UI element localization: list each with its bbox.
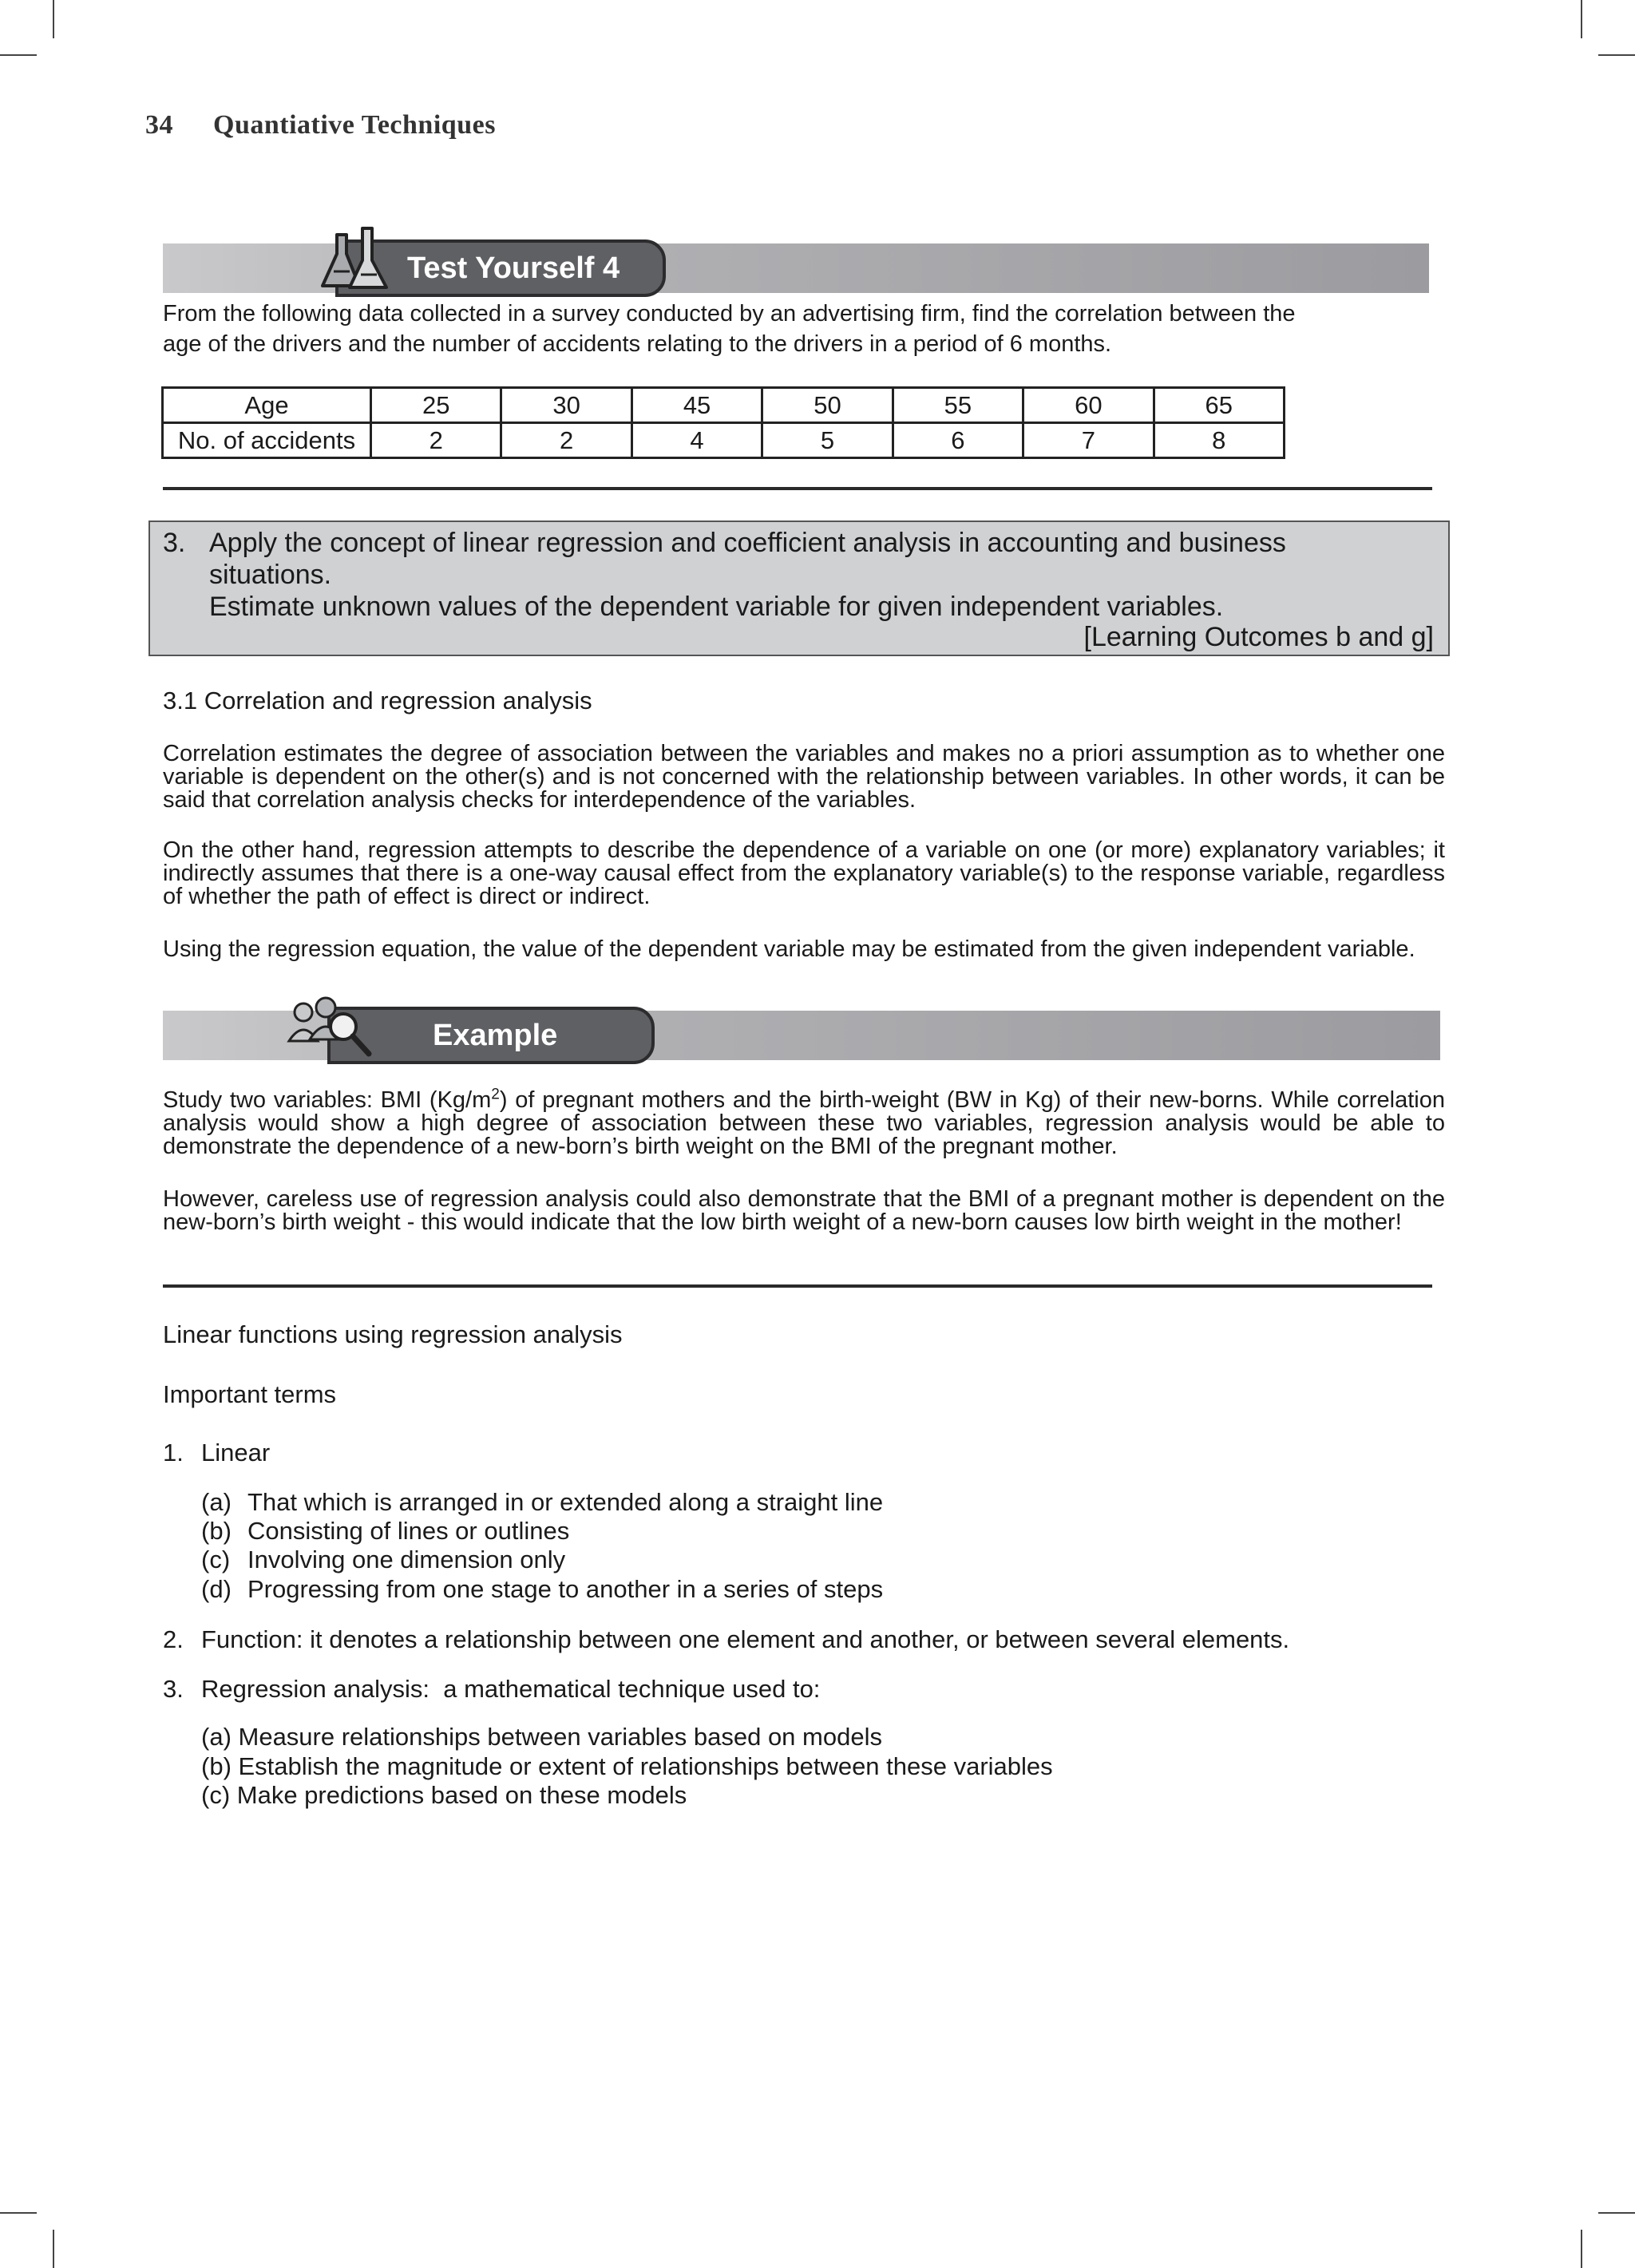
crop-mark <box>0 2212 37 2214</box>
table-cell: 5 <box>762 423 893 458</box>
outcome-line: Estimate unknown values of the dependent variable for given independent variables. <box>209 592 1224 622</box>
book-title: Quantiative Techniques <box>213 110 496 140</box>
crop-mark <box>53 0 54 38</box>
term-number: 3. <box>163 1675 184 1703</box>
table-cell: 60 <box>1023 388 1154 423</box>
term-text: Regression analysis: a mathematical technique used to: <box>201 1675 821 1703</box>
list-item: Consisting of lines or outlines <box>247 1517 570 1545</box>
list-item-tag: (b) <box>201 1517 232 1545</box>
flask-icon <box>313 222 393 294</box>
section-divider <box>163 487 1432 490</box>
example-tab <box>327 1007 655 1064</box>
list-item-tag: (c) <box>201 1546 231 1573</box>
crop-mark <box>1598 54 1635 56</box>
term-text: Function: it denotes a relationship between one element and another, or between several elements. <box>201 1625 1290 1653</box>
test-yourself-intro <box>163 299 1432 359</box>
linear-heading: Linear functions using regression analysis <box>163 1320 623 1348</box>
crop-mark <box>1598 2212 1635 2214</box>
table-cell: 2 <box>371 423 501 458</box>
crop-mark <box>0 54 37 56</box>
accidents-table <box>161 386 1285 459</box>
intro-line: age of the drivers and the number of accidents relating to the drivers in a period of 6 months. <box>163 331 1112 357</box>
page-number: 34 <box>145 110 173 140</box>
list-item-tag: (d) <box>201 1575 232 1603</box>
crop-mark <box>53 2230 54 2268</box>
outcome-reference: [Learning Outcomes b and g] <box>1083 622 1434 652</box>
learning-outcome-box <box>148 520 1450 656</box>
table-row <box>163 423 1285 458</box>
table-cell: 25 <box>371 388 501 423</box>
outcome-number: 3. <box>163 528 186 558</box>
section-divider <box>163 1284 1432 1288</box>
body-paragraph: Correlation estimates the degree of association between the variables and makes no a priori assumption as to whether one variable is dependent on the other(s) and is not concerned with the relationship between variables. In other words, it can be said that correlation analysis checks for interdependence of the variables. <box>163 741 1445 813</box>
running-head <box>145 110 496 141</box>
term-label: Linear <box>201 1439 271 1466</box>
example-text: ) of pregnant mothers and the birth-weight (BW in Kg) of their new-borns. While correlation analysis would show a high degree of association between these two variables, regression analysis would be able to demonstrate the dependence of a new-born’s birth weight on the BMI of the pregnant mother. <box>163 1087 1445 1159</box>
table-cell: 4 <box>631 423 762 458</box>
table-cell: 45 <box>631 388 762 423</box>
section-heading: 3.1 Correlation and regression analysis <box>163 687 592 714</box>
outcome-line: Apply the concept of linear regression and coefficient analysis in accounting and business <box>209 528 1286 558</box>
superscript: 2 <box>491 1086 500 1103</box>
list-item: Involving one dimension only <box>247 1546 566 1573</box>
intro-line: From the following data collected in a survey conducted by an advertising firm, find the correlation between the <box>163 301 1296 327</box>
outcome-line: situations. <box>209 560 332 590</box>
table-cell: 8 <box>1154 423 1284 458</box>
example-text: Study two variables: BMI (Kg/m <box>163 1087 492 1113</box>
crop-mark <box>1581 2230 1582 2268</box>
table-row <box>163 388 1285 423</box>
body-paragraph: On the other hand, regression attempts to describe the dependence of a variable on one (or more) explanatory variables; it indirectly assumes that there is a one-way causal effect from the explanatory variable(s) to the response variable, regardless of whether the path of effect is direct or indirect. <box>163 837 1445 909</box>
table-cell: 6 <box>893 423 1023 458</box>
table-row-label: Age <box>163 388 371 423</box>
list-item: (a) Measure relationships between variables based on models <box>201 1723 882 1751</box>
example-paragraph: However, careless use of regression analysis could also demonstrate that the BMI of a pregnant mother is dependent on the new-born’s birth weight - this would indicate that the low birth weight of a new-born causes low birth weight in the mother! <box>163 1186 1445 1235</box>
table-cell: 7 <box>1023 423 1154 458</box>
table-cell: 30 <box>501 388 631 423</box>
table-cell: 55 <box>893 388 1023 423</box>
important-terms-heading: Important terms <box>163 1380 337 1408</box>
table-cell: 50 <box>762 388 893 423</box>
list-item: (c) Make predictions based on these models <box>201 1781 687 1809</box>
list-item: Progressing from one stage to another in a series of steps <box>247 1575 884 1603</box>
table-row-label: No. of accidents <box>163 423 371 458</box>
body-paragraph: Using the regression equation, the value of the dependent variable may be estimated from the given independent variable. <box>163 936 1415 962</box>
list-item: (b) Establish the magnitude or extent of relationships between these variables <box>201 1752 1053 1780</box>
example-title: Example <box>433 1018 558 1052</box>
test-yourself-title: Test Yourself 4 <box>407 251 620 285</box>
table-cell: 2 <box>501 423 631 458</box>
crop-mark <box>1581 0 1582 38</box>
list-item-tag: (a) <box>201 1488 232 1516</box>
term-number: 2. <box>163 1625 184 1653</box>
table-cell: 65 <box>1154 388 1284 423</box>
people-magnifier-icon <box>286 995 375 1060</box>
term-number: 1. <box>163 1439 184 1466</box>
example-paragraph <box>163 1086 1445 1159</box>
list-item: That which is arranged in or extended along a straight line <box>247 1488 884 1516</box>
